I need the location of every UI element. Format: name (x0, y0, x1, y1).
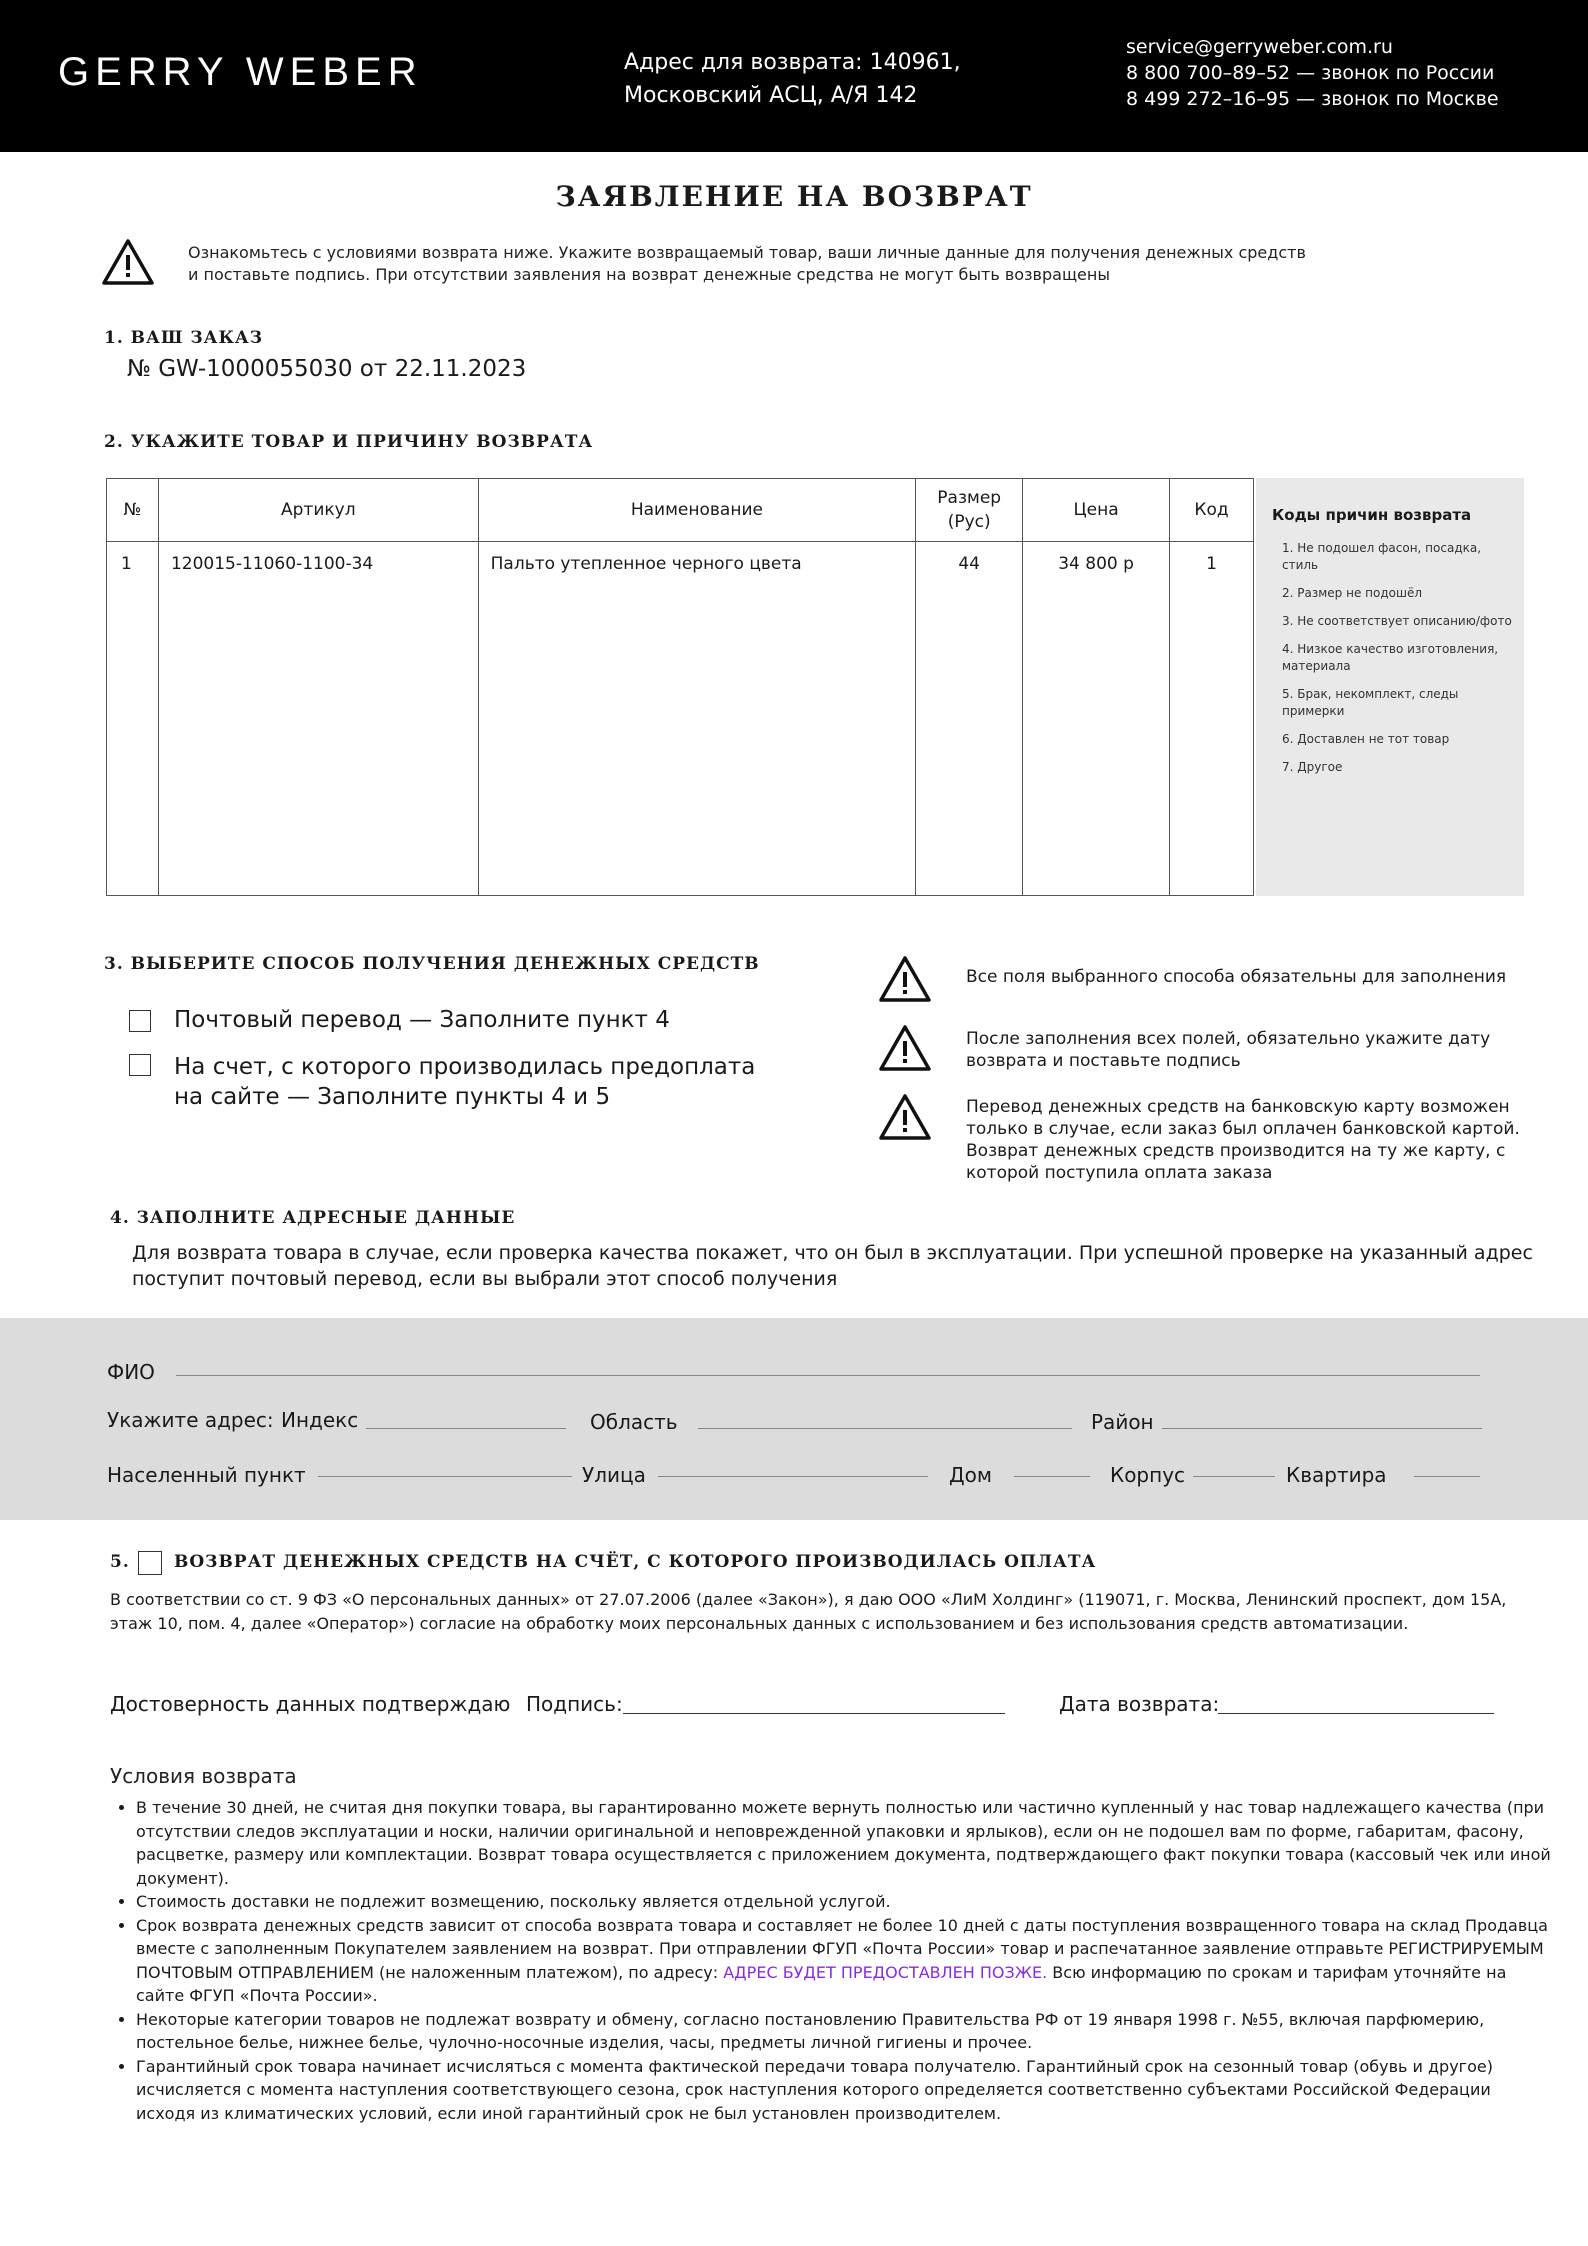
address-placeholder: АДРЕС БУДЕТ ПРЕДОСТАВЛЕН ПОЗЖЕ. (723, 1962, 1048, 1982)
index-field[interactable] (366, 1428, 566, 1429)
list-item: 3. Не соответствует описанию/фото (1282, 614, 1512, 628)
col-header: Размер (Рус) (916, 479, 1023, 542)
reason-codes-panel (1256, 478, 1524, 896)
street-field[interactable] (658, 1476, 928, 1477)
house-label: Дом (949, 1463, 992, 1487)
cell-name: Пальто утепленное черного цвета (478, 542, 916, 896)
conditions-list (110, 1796, 1554, 2125)
warning-icon (102, 238, 154, 286)
list-item: • Некоторые категории товаров не подлежат возврату и обмену, согласно постановлению Правительства РФ от 19 января 1998 г. №55, включая парфюмерию, постельное белье, нижнее белье, чулочно-носочные изделия, часы, предметы личной гигиены и прочее. (136, 2008, 1554, 2055)
list-item: 2. Размер не подошёл (1282, 586, 1423, 600)
brand-logo: GERRY WEBER (58, 50, 423, 94)
postal-transfer-label: Почтовый перевод — Заполните пункт 4 (174, 1007, 670, 1033)
order-number: № GW-1000055030 от 22.11.2023 (127, 356, 527, 382)
items-table (106, 478, 1254, 896)
fio-label: ФИО (107, 1360, 155, 1384)
section4-heading: 4. ЗАПОЛНИТЕ АДРЕСНЫЕ ДАННЫЕ (110, 1208, 516, 1228)
section5-heading: ВОЗВРАТ ДЕНЕЖНЫХ СРЕДСТВ НА СЧЁТ, С КОТОРОГО ПРОИЗВОДИЛАСЬ ОПЛАТА (174, 1552, 1097, 1572)
section1-heading: 1. ВАШ ЗАКАЗ (104, 328, 264, 348)
list-item: • Гарантийный срок товара начинает исчисляться с момента фактической передачи товара получателю. Гарантийный срок на сезонный товар (обувь и другое) исчисляется с момента наступления соответствующего сезона, срок наступления которого определяется соответственно субъектами Российской Федерации исходя из климатических условий, если иной гарантийный срок не был установлен производителем. (136, 2055, 1554, 2126)
region-field[interactable] (698, 1428, 1072, 1429)
region-label: Область (590, 1410, 678, 1434)
account-refund-checkbox[interactable] (129, 1054, 151, 1076)
page-header (0, 0, 1588, 152)
contacts (1126, 34, 1499, 112)
col-header: Наименование (478, 479, 916, 542)
apartment-label: Квартира (1286, 1463, 1387, 1487)
warning-icon (879, 1093, 931, 1141)
phone-russia: 8 800 700–89–52 — звонок по России (1126, 62, 1495, 84)
table-row (107, 542, 1254, 896)
list-item: • Срок возврата денежных средств зависит от способа возврата товара и составляет не более 10 дней с даты поступления возвращенного товара на склад Продавца вместе с заполненным Покупателем заявлением на возврат. При отправлении ФГУП «Почта России» товар и распечатанное заявление отправьте РЕГИСТРИРУЕМЫМ ПОЧТОВЫМ ОТПРАВЛЕНИЕМ (не наложенным платежом), по адресу: АДРЕС БУДЕТ ПРЕДОСТАВЛЕН ПОЗЖЕ. Всю информацию по срокам и тарифам уточняйте на сайте ФГУП «Почта России». (136, 1914, 1554, 2008)
email-link[interactable]: service@gerryweber.com.ru (1126, 36, 1393, 58)
apartment-field[interactable] (1414, 1476, 1480, 1477)
intro-text: Ознакомьтесь с условиями возврата ниже. Укажите возвращаемый товар, ваши личные данные для получения денежных средств и поставьте подпись. При отсутствии заявления на возврат денежные средства не могут быть возвращены (188, 243, 1306, 284)
list-item: 4. Низкое качество изготовления, материала (1282, 642, 1499, 673)
col-header: № (107, 479, 159, 542)
address-label: Укажите адрес: (107, 1408, 274, 1432)
district-field[interactable] (1162, 1428, 1482, 1429)
postal-transfer-checkbox[interactable] (129, 1010, 151, 1032)
locality-label: Населенный пункт (107, 1463, 306, 1487)
list-item: • Стоимость доставки не подлежит возмещению, поскольку является отдельной услугой. (136, 1890, 1554, 1914)
col-header: Цена (1023, 479, 1170, 542)
confirm-label: Достоверность данных подтверждаю (110, 1692, 511, 1716)
note-date-signature: После заполнения всех полей, обязательно укажите дату возврата и поставьте подпись (966, 1029, 1491, 1071)
return-address: Адрес для возврата: 140961, Московский АСЦ, А/Я 142 (624, 50, 961, 108)
col-header: Артикул (158, 479, 478, 542)
building-label: Корпус (1110, 1463, 1186, 1487)
warning-icon (879, 1024, 931, 1072)
cell-article: 120015-11060-1100-34 (158, 542, 478, 896)
list-item: 1. Не подошел фасон, посадка, стиль (1282, 541, 1482, 572)
list-item: 6. Доставлен не тот товар (1282, 732, 1450, 746)
signature-field[interactable] (623, 1713, 1005, 1714)
fio-field[interactable] (176, 1375, 1480, 1376)
consent-text: В соответствии со ст. 9 ФЗ «О персональных данных» от 27.07.2006 (далее «Закон»), я даю ООО «ЛиМ Холдинг» (119071, г. Москва, Ленинский проспект, дом 15А, этаж 10, пом. 4, далее «Оператор») согласие на обработку моих персональных данных с использованием и без использования средств автоматизации. (110, 1590, 1507, 1633)
return-date-label: Дата возврата: (1059, 1692, 1220, 1716)
note-required-fields: Все поля выбранного способа обязательны для заполнения (966, 967, 1507, 987)
address-form (0, 1318, 1588, 1520)
return-date-field[interactable] (1218, 1713, 1494, 1714)
house-field[interactable] (1014, 1476, 1090, 1477)
section2-heading: 2. УКАЖИТЕ ТОВАР И ПРИЧИНУ ВОЗВРАТА (104, 432, 594, 452)
reason-codes-title: Коды причин возврата (1272, 506, 1472, 524)
list-item: 5. Брак, некомплект, следы примерки (1282, 687, 1459, 718)
section4-description: Для возврата товара в случае, если проверка качества покажет, что он был в эксплуатации. При успешной проверке на указанный адрес поступит почтовый перевод, если вы выбрали этот способ получения (132, 1242, 1533, 1290)
account-refund-section-checkbox[interactable] (138, 1551, 162, 1575)
section3-heading: 3. ВЫБЕРИТЕ СПОСОБ ПОЛУЧЕНИЯ ДЕНЕЖНЫХ СРЕДСТВ (104, 954, 760, 974)
table-header-row (107, 479, 1254, 542)
list-item: • В течение 30 дней, не считая дня покупки товара, вы гарантированно можете вернуть полностью или частично купленный у нас товар надлежащего качества (при отсутствии следов эксплуатации и носки, наличии оригинальной и неповрежденной упаковки и ярлыков), если он не подошел вам по форме, габаритам, фасону, расцветке, размеру или комплектации. Возврат товара осуществляется с приложением документа, подтверждающего факт покупки товара (кассовый чек или иной документ). (136, 1796, 1554, 1890)
list-item: 7. Другое (1282, 760, 1343, 774)
warning-icon (879, 955, 931, 1003)
col-header: Код (1170, 479, 1254, 542)
cell-code: 1 (1170, 542, 1254, 896)
page-title: ЗАЯВЛЕНИЕ НА ВОЗВРАТ (555, 180, 1033, 213)
conditions-title: Условия возврата (110, 1764, 297, 1788)
section5-number: 5. (110, 1552, 130, 1572)
reason-codes-list (1282, 540, 1514, 787)
locality-field[interactable] (318, 1476, 572, 1477)
cell-num: 1 (107, 542, 159, 896)
index-label: Индекс (281, 1408, 359, 1432)
note-bank-card: Перевод денежных средств на банковскую карту возможен только в случае, если заказ был оплачен банковской картой. Возврат денежных средств производится на ту же карту, с которой поступила оплата заказа (966, 1097, 1520, 1183)
phone-moscow: 8 499 272–16–95 — звонок по Москве (1126, 88, 1499, 110)
signature-label: Подпись: (526, 1692, 623, 1716)
account-refund-label: На счет, с которого производилась предоплата на сайте — Заполните пункты 4 и 5 (174, 1054, 756, 1110)
cell-price: 34 800 р (1023, 542, 1170, 896)
cell-size: 44 (916, 542, 1023, 896)
street-label: Улица (582, 1463, 646, 1487)
district-label: Район (1091, 1410, 1154, 1434)
building-field[interactable] (1193, 1476, 1275, 1477)
